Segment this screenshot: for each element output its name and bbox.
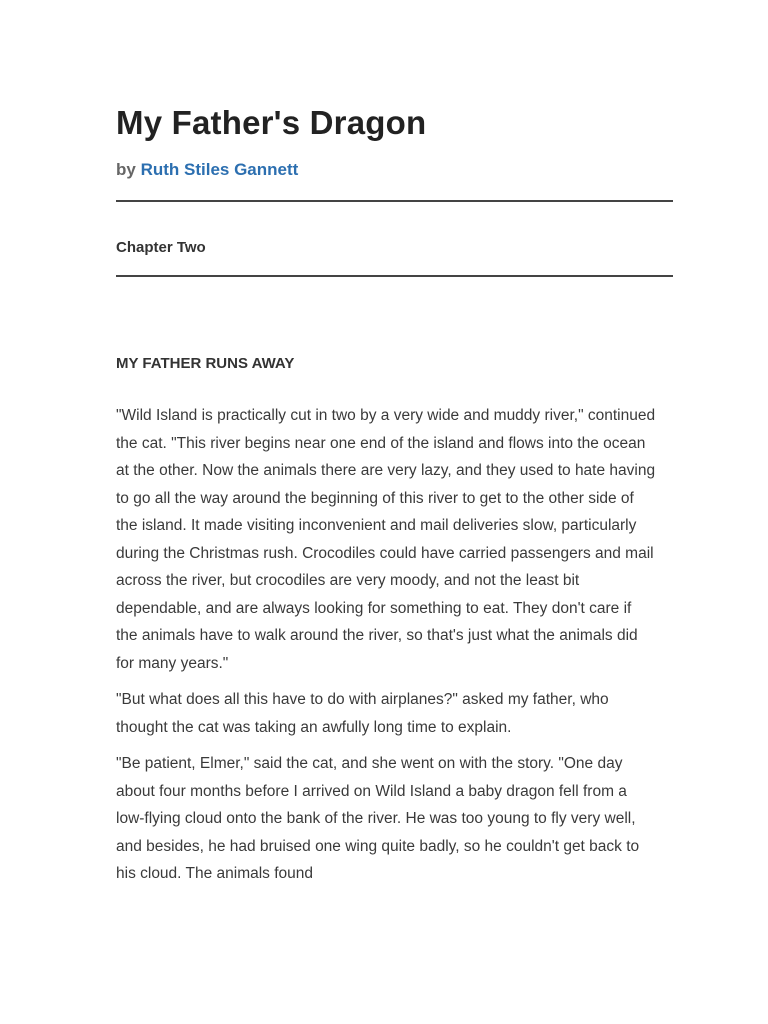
book-title: My Father's Dragon bbox=[116, 104, 427, 141]
divider-bottom bbox=[116, 275, 673, 277]
divider-top bbox=[116, 200, 673, 202]
chapter-label: Chapter Two bbox=[116, 239, 206, 256]
paragraph: "Wild Island is practically cut in two by a very wide and muddy river," continued the cat. "This river begins near one end of the island and flows into the ocean at the other. Now the animals there are very lazy, and they used to hate having to go all the way around the beginning of this river to get to the other side of the island. It made visiting inconvenient and mail deliveries slow, particularly during the Christmas rush. Crocodiles could have carried passengers and mail across the river, but crocodiles are very moody, and not the least bit dependable, and are always looking for something to eat. They don't care if the animals have to walk around the river, so that's just what the animals did for many years." bbox=[116, 407, 656, 672]
body-text bbox=[116, 402, 656, 897]
author-link[interactable]: Ruth Stiles Gannett bbox=[140, 160, 299, 179]
byline bbox=[116, 160, 298, 180]
section-title: MY FATHER RUNS AWAY bbox=[116, 355, 295, 372]
by-label: by bbox=[116, 160, 136, 179]
paragraph: "But what does all this have to do with airplanes?" asked my father, who thought the cat was taking an awfully long time to explain. bbox=[116, 691, 609, 736]
paragraph: "Be patient, Elmer," said the cat, and she went on with the story. "One day about four months before I arrived on Wild Island a baby dragon fell from a low-flying cloud onto the bank of the river. He was too young to fly very well, and besides, he had bruised one wing quite badly, so he couldn't get back to his cloud. The animals found bbox=[116, 755, 640, 882]
